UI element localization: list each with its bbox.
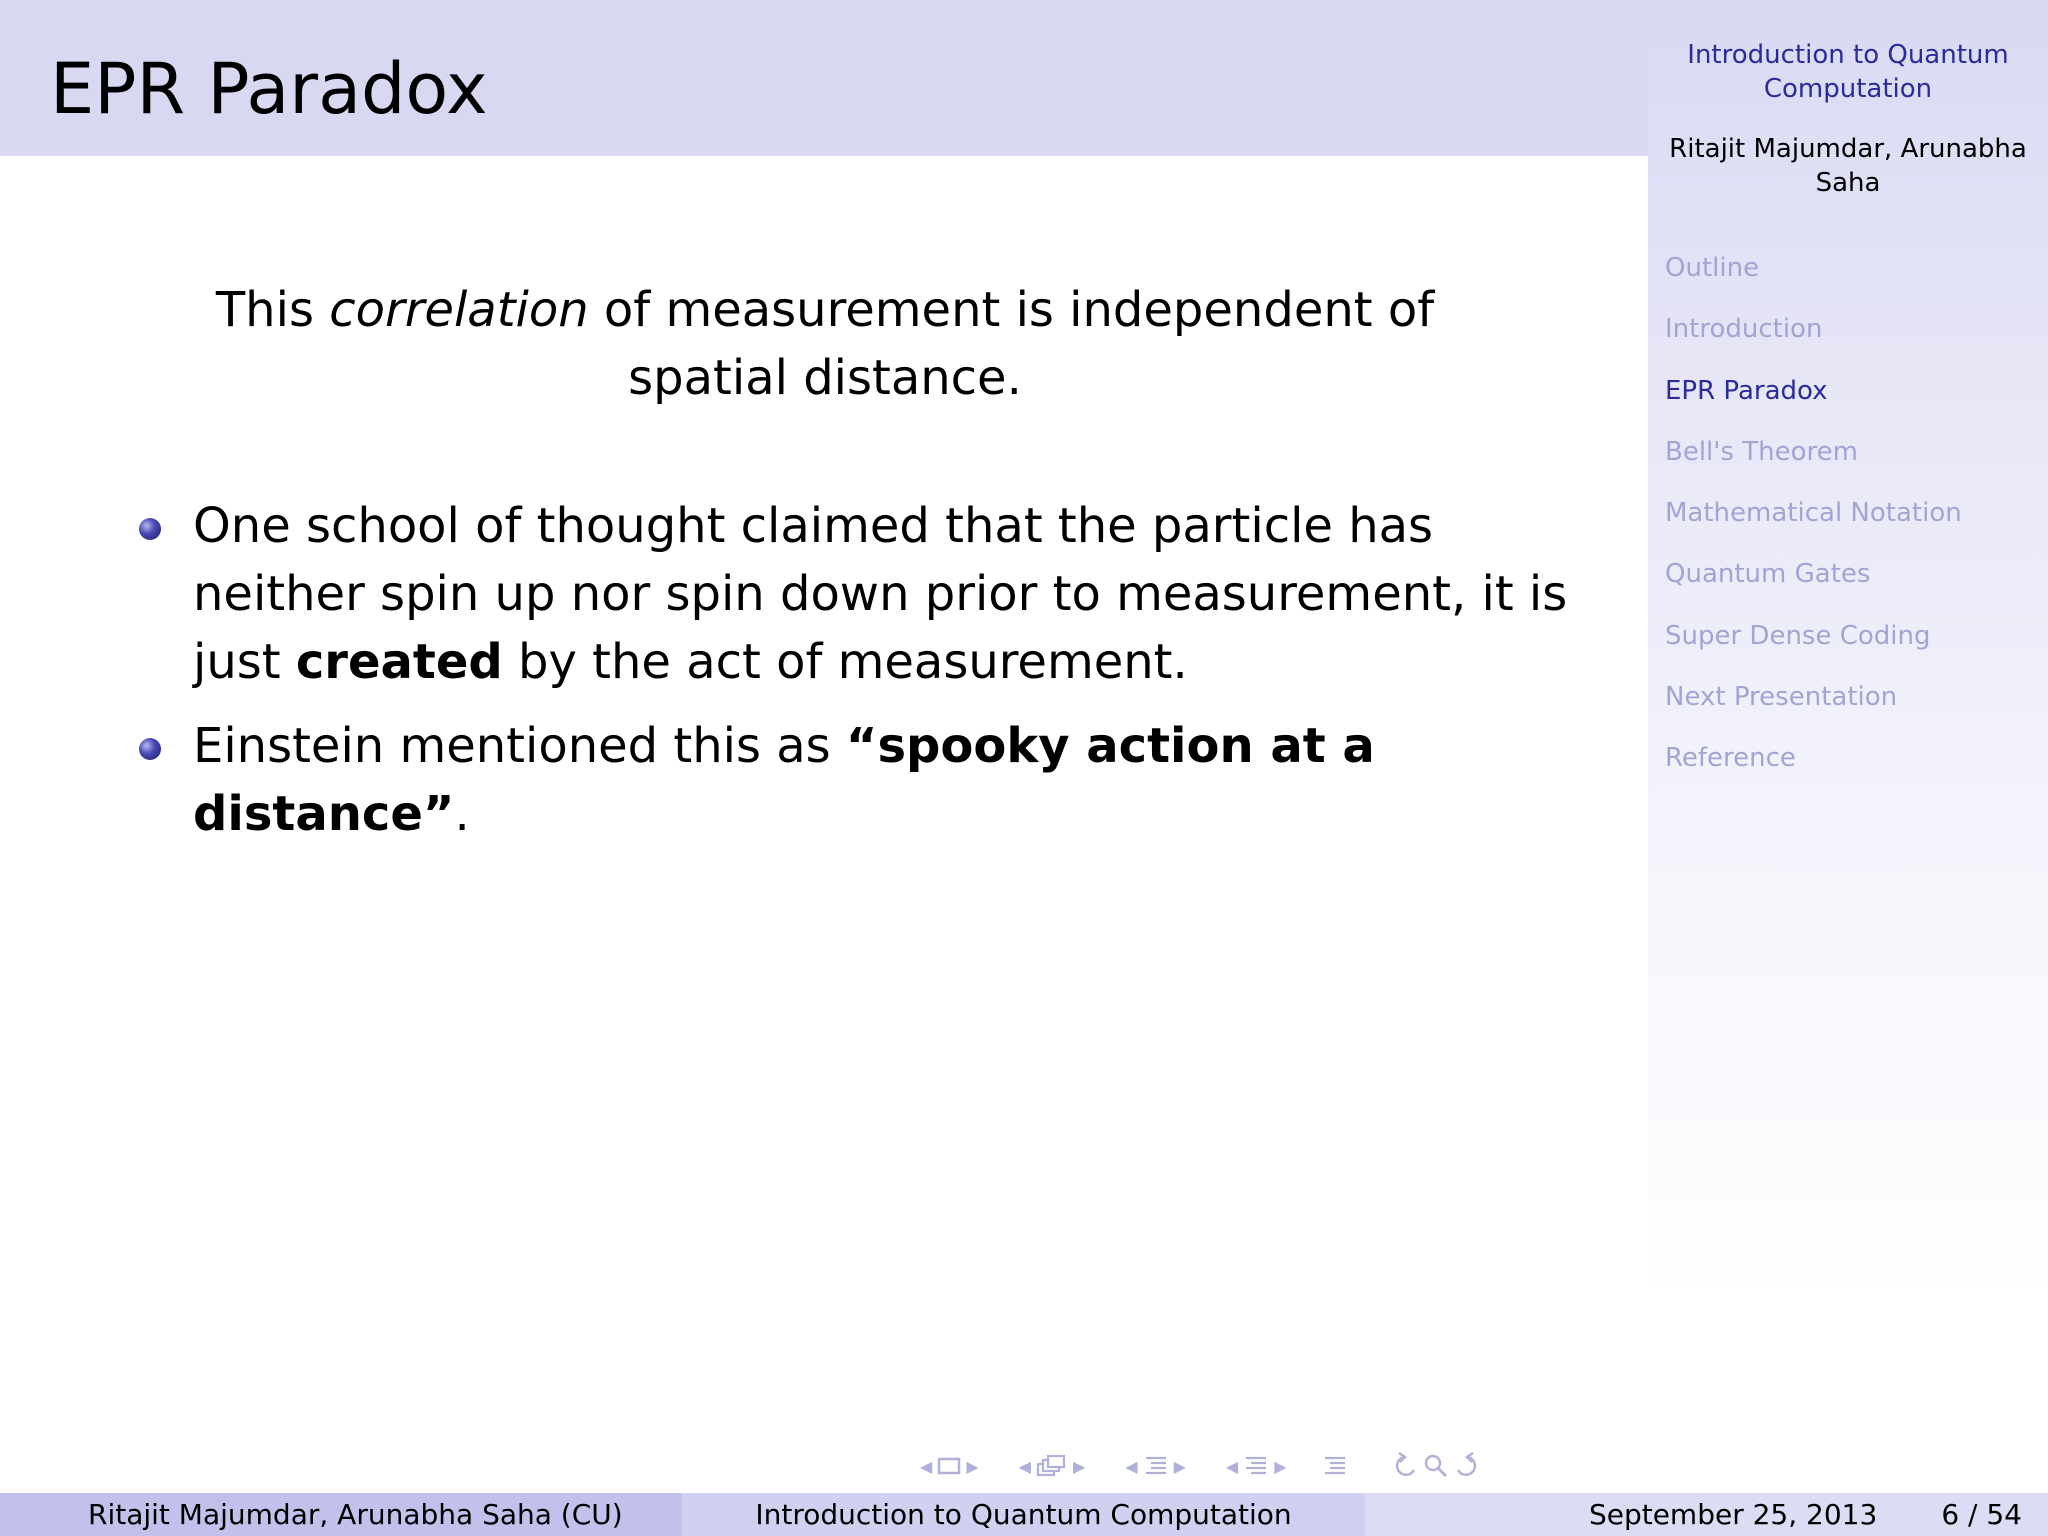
sidebar-presentation-title[interactable]: Introduction to Quantum Computation xyxy=(1687,40,2009,104)
sidebar-item-bells-theorem[interactable]: Bell's Theorem xyxy=(1665,436,1858,467)
frame-title-bar xyxy=(0,0,1648,156)
frame-title: EPR Paradox xyxy=(50,48,488,130)
lead-text-post: of measurement is independent of spatial distance. xyxy=(588,282,1435,406)
bullet-text-post: by the act of measurement. xyxy=(502,634,1188,690)
nav-frame-group xyxy=(915,1456,984,1476)
footer-date-page xyxy=(1365,1493,2048,1536)
footer-page-number: 6 / 54 xyxy=(1941,1498,2022,1531)
bullet-text-pre: Einstein mentioned this as xyxy=(193,718,846,774)
footer-author: Ritajit Majumdar, Arunabha Saha (CU) xyxy=(0,1493,682,1536)
bullet-bold-text: created xyxy=(295,634,503,690)
bullet-item xyxy=(135,492,1575,696)
nav-section-prev-icon[interactable]: ◀ xyxy=(1125,1456,1138,1476)
nav-presentation-group xyxy=(1221,1454,1292,1478)
nav-search-group xyxy=(1390,1452,1482,1480)
bullet-list xyxy=(135,492,1575,864)
lead-text-pre: This xyxy=(215,282,330,338)
section-icon[interactable] xyxy=(1143,1454,1169,1478)
contents-icon[interactable] xyxy=(1322,1454,1348,1478)
bullet-bold-text: “spooky action at a distance” xyxy=(193,718,1375,842)
bullet-text-post: . xyxy=(454,786,470,842)
frame-icon[interactable] xyxy=(937,1456,961,1476)
sidebar-item-quantum-gates[interactable]: Quantum Gates xyxy=(1665,559,1871,590)
sidebar-item-outline[interactable]: Outline xyxy=(1665,253,1760,283)
nav-subsection-prev-icon[interactable]: ◀ xyxy=(1018,1456,1031,1476)
navigation-symbols xyxy=(915,1446,1482,1486)
nav-presentation-prev-icon[interactable]: ◀ xyxy=(1225,1456,1239,1476)
back-icon[interactable] xyxy=(1390,1452,1420,1480)
nav-subsection-group xyxy=(1014,1454,1091,1478)
footline xyxy=(0,1493,2048,1536)
sidebar-item-reference[interactable]: Reference xyxy=(1665,743,1796,774)
footer-title: Introduction to Quantum Computation xyxy=(682,1493,1365,1536)
sidebar-author: Ritajit Majumdar, Arunabha Saha xyxy=(1669,134,2027,198)
sidebar xyxy=(1648,0,2048,1493)
nav-section-group xyxy=(1120,1454,1191,1478)
nav-presentation-next-icon[interactable]: ▶ xyxy=(1274,1456,1287,1476)
bullet-sphere-icon xyxy=(139,738,161,760)
sidebar-item-introduction[interactable]: Introduction xyxy=(1665,314,1823,345)
nav-section-next-icon[interactable]: ▶ xyxy=(1173,1456,1186,1476)
lead-statement xyxy=(130,276,1520,412)
sidebar-item-super-dense-coding[interactable]: Super Dense Coding xyxy=(1665,620,1931,651)
sidebar-item-mathematical-notation[interactable]: Mathematical Notation xyxy=(1665,498,1962,529)
bullet-text-pre: One school of thought claimed that the particle has neither spin up nor spin down prior to measurement, it is just xyxy=(193,498,1568,690)
subsection-icon[interactable] xyxy=(1036,1454,1068,1478)
sidebar-section-list xyxy=(1665,250,1962,802)
bullet-sphere-icon xyxy=(139,518,161,540)
forward-icon[interactable] xyxy=(1452,1452,1482,1480)
search-icon[interactable] xyxy=(1422,1452,1450,1480)
lead-emphasis: correlation xyxy=(329,282,589,338)
footer-date: September 25, 2013 xyxy=(1588,1498,1878,1531)
presentation-icon[interactable] xyxy=(1243,1454,1269,1478)
bullet-item xyxy=(135,712,1575,848)
nav-subsection-next-icon[interactable]: ▶ xyxy=(1072,1456,1086,1476)
nav-contents-group xyxy=(1322,1454,1348,1478)
nav-frame-next-icon[interactable]: ▶ xyxy=(966,1456,979,1476)
frame-content xyxy=(0,156,1648,1456)
nav-frame-prev-icon[interactable]: ◀ xyxy=(920,1456,933,1476)
sidebar-item-next-presentation[interactable]: Next Presentation xyxy=(1665,682,1898,713)
sidebar-item-epr-paradox[interactable]: EPR Paradox xyxy=(1665,375,1828,406)
